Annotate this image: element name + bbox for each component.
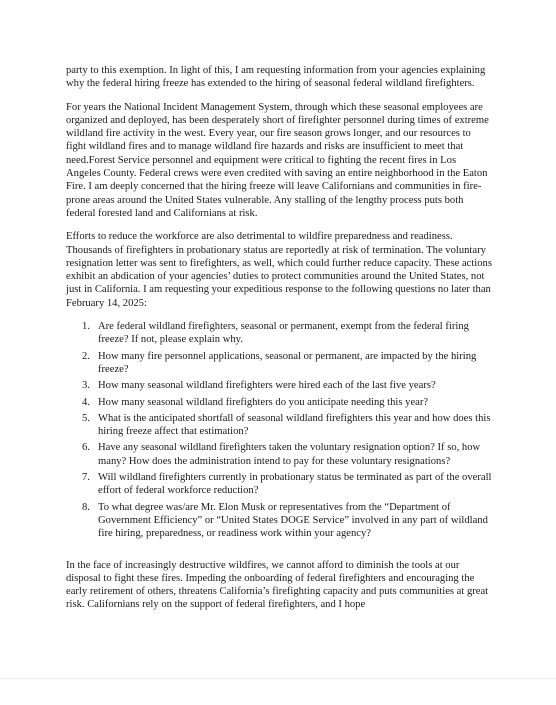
- question-item: [66, 471, 492, 498]
- question-item: [66, 350, 492, 377]
- question-number: 2.: [82, 350, 90, 362]
- question-item: [66, 441, 492, 468]
- question-text: How many seasonal wildland firefighters do you anticipate needing this year?: [98, 396, 429, 408]
- question-text: What is the anticipated shortfall of seasonal wildland firefighters this year and how does this hiring freeze affect that estimation?: [98, 412, 491, 438]
- question-item: [66, 412, 492, 439]
- letter-body: [66, 64, 492, 612]
- paragraph-workforce-reduction: Efforts to reduce the workforce are also detrimental to wildfire preparedness and readiness. Thousands of firefighters in probationary status are reportedly at risk of termination. The voluntary resignation letter was sent to firefighters, as well, which could further reduce capacity. These actions exhibit an abdication of your agencies’ duties to protect communities around the United States, not just in California. I am requesting your expeditious response to the following questions no later than February 14, 2025:: [66, 231, 492, 309]
- question-item: [66, 379, 492, 392]
- question-number: 3.: [82, 380, 90, 392]
- question-number: 6.: [82, 442, 90, 454]
- question-item: [66, 320, 492, 347]
- question-number: 5.: [82, 412, 90, 424]
- question-number: 4.: [82, 396, 90, 408]
- question-item: [66, 396, 492, 409]
- question-text: How many fire personnel applications, seasonal or permanent, are impacted by the hiring freeze?: [98, 350, 477, 375]
- question-number: 7.: [82, 472, 90, 484]
- question-text: To what degree was/are Mr. Elon Musk or representatives from the “Department of Government Efficiency” or “United States DOGE Service” involved in any part of wildland fire hiring, preparedness, or readiness work within your agency?: [98, 501, 488, 540]
- question-text: Are federal wildland firefighters, seasonal or permanent, exempt from the federal firing freeze? If not, please explain why.: [98, 321, 469, 346]
- question-text: Will wildland firefighters currently in probationary status be terminated as part of the overall effort of federal workforce reduction?: [98, 472, 492, 497]
- questions-list: [66, 320, 492, 540]
- paragraph-closing: In the face of increasingly destructive wildfires, we cannot afford to diminish the tools at our disposal to fight these fires. Impeding the onboarding of federal firefighters and encouraging the early retirement of others, threatens California’s firefighting capacity and puts communities at great risk. Californians rely on the support of federal firefighters, and I hope: [66, 559, 489, 611]
- question-number: 8.: [82, 501, 90, 513]
- question-number: 1.: [82, 321, 90, 333]
- question-text: How many seasonal wildland firefighters were hired each of the last five years?: [98, 380, 436, 392]
- question-item: [66, 501, 492, 541]
- page-bottom-edge: [0, 678, 556, 679]
- question-text: Have any seasonal wildland firefighters taken the voluntary resignation option? If so, how many? How does the administration intend to pay for these voluntary resignations?: [98, 442, 481, 467]
- paragraph-exemption-request: party to this exemption. In light of this, I am requesting information from your agencies explaining why the federal hiring freeze has extended to the hiring of seasonal federal wildland firefighters.: [66, 65, 486, 90]
- paragraph-personnel-shortage: For years the National Incident Management System, through which these seasonal employees are organized and deployed, has been desperately short of firefighter personnel during times of extreme wildland fire activity in the west. Every year, our fire season grows longer, and our resources to fight wildland fires and to manage wildland fire hazards and risks are insufficient to meet that need.Forest Service personnel and equipment were critical to fighting the recent fires in Los Angeles County. Federal crews were even credited with saving an entire neighborhood in the Eaton Fire. I am deeply concerned that the hiring freeze will leave Californians and communities in fire-prone areas around the United States vulnerable. Any stalling of the lengthy process puts both federal forested land and Californians at risk.: [66, 101, 489, 219]
